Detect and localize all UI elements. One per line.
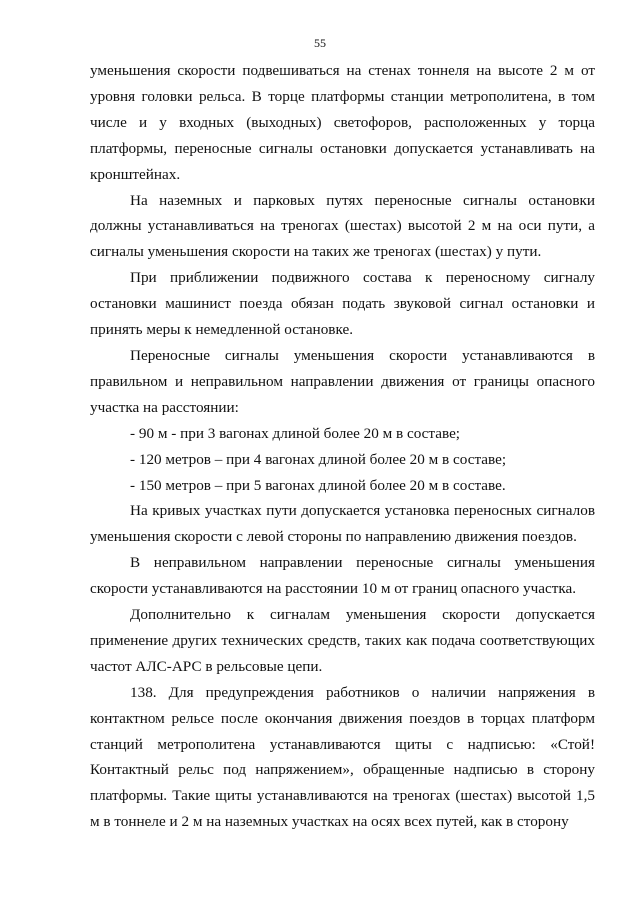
list-item: - 120 метров – при 4 вагонах длиной более 20 м в составе; [130,450,507,468]
paragraph: Дополнительно к сигналам уменьшения скорости допускается применение других технических средств, таких как подача соответствующих частот АЛС-АРС в рельсовые цепи. [90,606,595,675]
paragraph: Переносные сигналы уменьшения скорости устанавливаются в правильном и неправильном направлении движения от границы опасного участка на расстоянии: [90,346,595,416]
paragraph: При приближении подвижного состава к переносному сигналу остановки машинист поезда обязан подать звуковой сигнал остановки и принять меры к немедленной остановке. [90,269,595,339]
body-text [90,58,595,835]
paragraph: В неправильном направлении переносные сигналы уменьшения скорости устанавливаются на расстоянии 10 м от границ опасного участка. [90,554,595,598]
paragraph: На наземных и парковых путях переносные сигналы остановки должны устанавливаться на треногах (шестах) высотой 2 м на оси пути, а сигналы уменьшения скорости на таких же треногах (шестах) у пути. [90,191,595,261]
page-number: 55 [314,36,326,50]
list-item: - 150 метров – при 5 вагонах длиной более 20 м в составе. [130,476,506,494]
list-item: - 90 м - при 3 вагонах длиной более 20 м в составе; [130,424,461,442]
paragraph: На кривых участках пути допускается установка переносных сигналов уменьшения скорости с левой стороны по направлению движения поездов. [90,502,595,546]
paragraph: 138. Для предупреждения работников о наличии напряжения в контактном рельсе после окончания движения поездов в торцах платформ станций метрополитена устанавливаются щиты с надписью: «Стой! Контактный рельс под напряжением», обращенные надписью в сторону платформы. Такие щиты устанавливаются на треногах (шестах) высотой 1,5 м в тоннеле и 2 м на наземных участках на осях всех путей, как в сторону [90,683,595,831]
paragraph: уменьшения скорости подвешиваться на стенах тоннеля на высоте 2 м от уровня головки рельса. В торце платформы станции метрополитена, в том числе и у входных (выходных) светофоров, расположенных у торца платформы, переносные сигналы остановки допускается устанавливать на кронштейнах. [90,62,595,183]
